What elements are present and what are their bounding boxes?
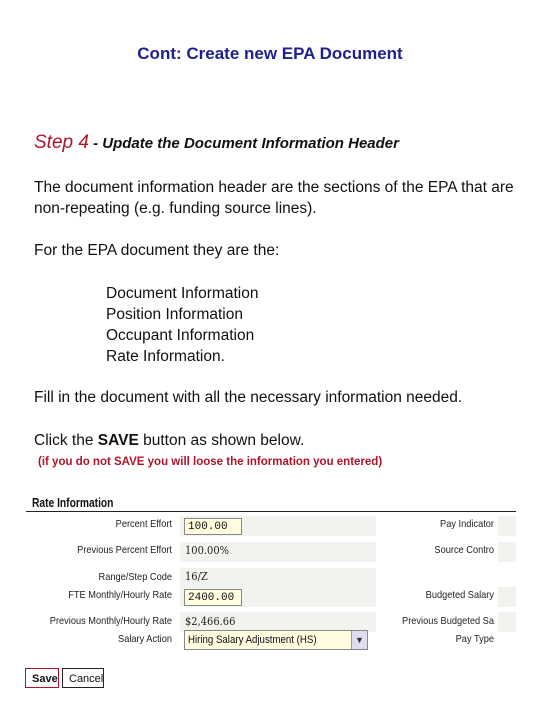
list-intro: For the EPA document they are the: [34,242,280,259]
cell-bg [498,587,516,607]
salary-action-selected: Hiring Salary Adjustment (HS) [188,634,317,646]
page-title: Cont: Create new EPA Document [137,44,403,63]
list-item: Document Information [106,285,259,302]
save-instruction-bold: SAVE [97,432,139,449]
step-number: Step 4 [34,132,89,153]
percent-effort-input[interactable]: 100.00 [184,518,242,535]
warning-note: (if you do not SAVE you will loose the information you entered) [38,456,383,468]
save-button[interactable]: Save [25,668,59,688]
cell-bg [498,516,516,536]
cell-bg [498,542,516,562]
pay-type-label: Pay Type [455,633,494,645]
form-divider [26,511,516,512]
section-list [106,283,259,367]
budgeted-salary-label: Budgeted Salary [425,589,494,601]
pay-indicator-label: Pay Indicator [440,518,494,530]
fill-instruction: Fill in the document with all the necessary information needed. [34,389,463,406]
range-step-code-label: Range/Step Code [98,571,172,583]
salary-action-select[interactable] [184,630,368,650]
salary-action-label: Salary Action [118,633,172,645]
save-instruction-before: Click the [34,432,98,449]
percent-effort-label: Percent Effort [115,518,172,530]
rate-information-form [24,494,516,694]
cancel-button[interactable]: Cancel [62,668,104,688]
fte-rate-input[interactable]: 2400.00 [184,589,242,606]
step-heading [34,132,399,154]
step-text: - Update the Document Information Header [93,135,399,152]
previous-percent-effort-value: 100.00% [185,544,230,557]
chevron-down-icon[interactable]: ▼ [351,631,367,649]
cell-bg [180,568,376,588]
save-instruction-after: button as shown below. [138,432,305,449]
previous-rate-value: $2,466.66 [185,615,236,628]
list-item: Rate Information. [106,348,225,365]
previous-rate-label: Previous Monthly/Hourly Rate [49,615,172,627]
source-control-label: Source Contro [434,544,494,556]
intro-paragraph: The document information header are the sections of the EPA that are non-repeating (e.g. funding source lines). [34,179,514,217]
cell-bg [498,612,516,632]
form-heading: Rate Information [32,496,114,510]
save-instruction [34,430,304,451]
previous-budgeted-salary-label: Previous Budgeted Sa [402,615,494,627]
previous-percent-effort-label: Previous Percent Effort [77,544,172,556]
fte-rate-label: FTE Monthly/Hourly Rate [68,589,172,601]
list-item: Occupant Information [106,327,255,344]
list-item: Position Information [106,306,243,323]
range-step-code-value: 16/Z [185,570,208,583]
